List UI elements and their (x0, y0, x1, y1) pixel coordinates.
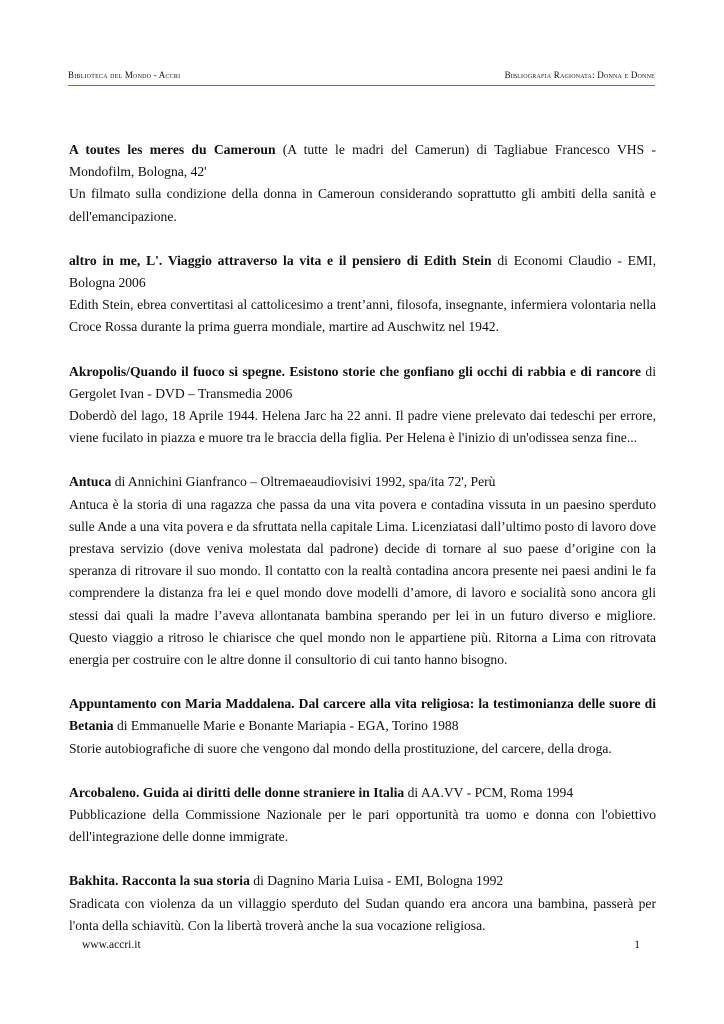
entry-title: A toutes les meres du Cameroun (69, 142, 276, 157)
entry-info: di Emmanuelle Marie e Bonante Mariapia - EGA, Torino 1988 (113, 718, 459, 734)
bibliography-entry (69, 250, 656, 339)
entry-title: Appuntamento con Maria Maddalena. Dal carcere alla vita religiosa: la testimonianza delle suore di Betania (69, 696, 656, 734)
entry-info: di Gergolet Ivan - DVD – Transmedia 2006 (69, 363, 656, 401)
entry-description: Un filmato sulla condizione della donna in Cameroun considerando soprattutto gli ambiti della sanità e dell'emancipazione. (69, 186, 656, 224)
entry-description: Storie autobiografiche di suore che vengono dal mondo della prostituzione, del carcere, della droga. (69, 740, 612, 756)
entry-info: di Dagnino Maria Luisa - EMI, Bologna 1992 (249, 873, 504, 889)
footer-url: www.accri.it (82, 939, 141, 951)
bibliography-entry (69, 471, 656, 671)
bibliography-list (69, 139, 656, 959)
entry-description: Pubblicazione della Commissione Nazionale per le pari opportunità tra uomo e donna con l'obiettivo dell'integrazione delle donne immigrate. (69, 807, 656, 845)
entry-title: Antuca (69, 474, 112, 490)
entry-description: Doberdò del lago, 18 Aprile 1944. Helena Jarc ha 22 anni. Il padre viene prelevato dai tedeschi per errore, viene fucilato in piazza e muore tra le braccia della figlia. Per Helena è l'inizio di un'odissea senza fine... (69, 408, 656, 446)
entry-description: Edith Stein, ebrea convertitasi al cattolicesimo a trent’anni, filosofa, insegnante, infermiera volontaria nella Croce Rossa durante la prima guerra mondiale, martire ad Auschwitz nel 1942. (69, 297, 656, 335)
entry-title: Bakhita. Racconta la sua storia (69, 873, 250, 889)
bibliography-entry (69, 870, 656, 937)
entry-title: altro in me, L'. Viaggio attraverso la vita e il pensiero di Edith Stein (69, 252, 492, 268)
header-right-title: Bibliografia Ragionata: Donna e Donne (504, 70, 655, 80)
bibliography-entry (69, 782, 656, 849)
header-left-title: Biblioteca del Mondo - Accri (68, 70, 181, 80)
entry-info: di Economi Claudio - EMI, Bologna 2006 (69, 252, 656, 291)
entry-title: Arcobaleno. Guida ai diritti delle donne straniere in Italia (69, 784, 405, 800)
entry-info: di Annichini Gianfranco – Oltremaeaudiovisivi 1992, spa/ita 72', Perù (111, 474, 496, 490)
bibliography-entry (69, 361, 656, 450)
entry-info: di AA.VV - PCM, Roma 1994 (404, 784, 574, 800)
entry-description: Sradicata con violenza da un villaggio sperduto del Sudan quando era ancora una bambina, passerà per l'onta della schiavitù. Con la libertà troverà anche la sua vocazione religiosa. (69, 895, 656, 933)
bibliography-entry (69, 693, 656, 760)
page-header (68, 70, 655, 84)
header-rule (68, 85, 655, 86)
page-number: 1 (634, 939, 640, 951)
entry-description: Antuca è la storia di una ragazza che passa da una vita povera e contadina vissuta in un paesino sperduto sulle Ande a una vita povera e da sfruttata nella capitale Lima. Licenziatasi dall’ultimo posto di lavoro dove prestava servizio (dove veniva molestata dal padrone) decide di tornare al suo paese d’origine con la speranza di ritrovare il suo mondo. Il contatto con la realtà contadina ancora presente nei paesi andini le fa comprendere la distanza fra lei e quel mondo dove modelli d’amore, di lavoro e socialità sono ancora gli stessi dai quali la madre l’aveva allontanata bambina sperando per lei in un futuro diverso e migliore. Questo viaggio a ritroso le chiarisce che quel mondo non le appartiene più. Ritorna a Lima con ritrovata energia per costruire con le altre donne il consultorio di cui tanto hanno bisogno. (69, 496, 656, 668)
entry-info: (A tutte le madri del Camerun) di Tagliabue Francesco VHS - Mondofilm, Bologna, 42' (69, 142, 656, 180)
entry-title: Akropolis/Quando il fuoco si spegne. Esistono storie che gonfiano gli occhi di rabbia e di rancore (69, 363, 642, 379)
bibliography-entry (69, 139, 656, 228)
